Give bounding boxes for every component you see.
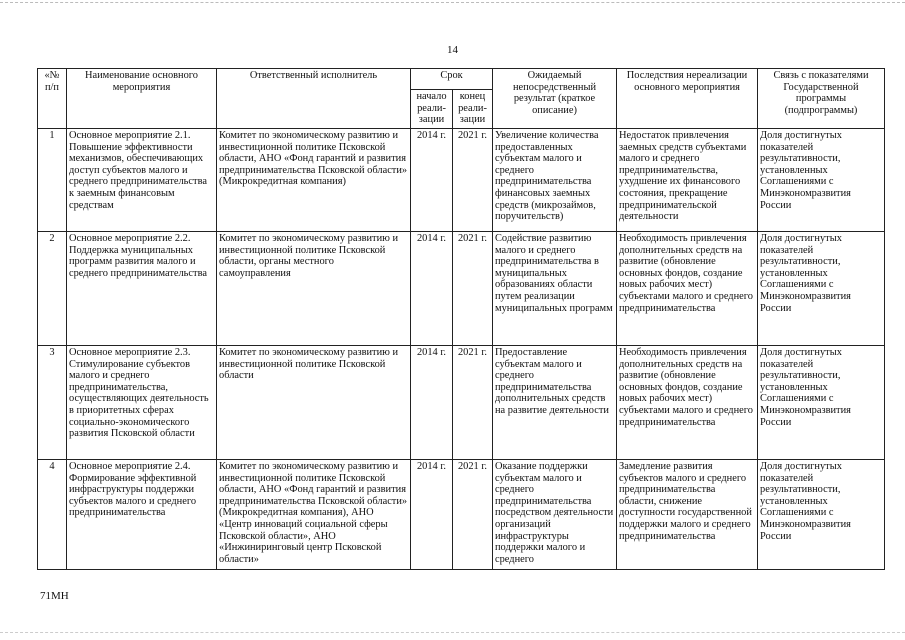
row-num: 4 — [38, 460, 67, 570]
row-start: 2014 г. — [411, 460, 453, 570]
header-link: Связь с показателями Государственной программы (подпрограммы) — [758, 69, 885, 129]
row-start: 2014 г. — [411, 346, 453, 460]
page-number: 14 — [447, 44, 458, 56]
row-end: 2021 г. — [453, 460, 493, 570]
row-start: 2014 г. — [411, 232, 453, 346]
row-link: Доля достигнутых показателей результативности, установленных Соглашениями с Минэкономразвития России — [758, 460, 885, 570]
header-num: «№ п/п — [38, 69, 67, 129]
row-num: 3 — [38, 346, 67, 460]
scan-edge-bottom — [0, 632, 905, 634]
table-header-row — [38, 69, 885, 90]
row-executor: Комитет по экономическому развитию и инвестиционной политике Псковской области, АНО «Фонд гарантий и развития предпринимательства Псковской области» (Микрокредитная компания) — [217, 129, 411, 232]
row-result: Содействие развитию малого и среднего предпринимательства в муниципальных образованиях области путем реализации муниципальных программ — [493, 232, 617, 346]
row-link: Доля достигнутых показателей результативности, установленных Соглашениями с Минэкономразвития России — [758, 232, 885, 346]
row-result: Предоставление субъектам малого и среднего предпринимательства дополнительных средств на развитие деятельности — [493, 346, 617, 460]
header-term: Срок — [411, 69, 493, 90]
header-consequences: Последствия нереализации основного мероприятия — [617, 69, 758, 129]
activities-table — [37, 68, 885, 570]
row-consequences: Необходимость привлечения дополнительных средств на развитие (обновление основных фондов, создание новых рабочих мест) субъектами малого и среднего предпринимательства — [617, 346, 758, 460]
row-start: 2014 г. — [411, 129, 453, 232]
row-num: 2 — [38, 232, 67, 346]
row-executor: Комитет по экономическому развитию и инвестиционной политике Псковской области — [217, 346, 411, 460]
row-name: Основное мероприятие 2.1. Повышение эффективности механизмов, обеспечивающих доступ субъектов малого и среднего предпринимательства к заемным финансовым средствам — [67, 129, 217, 232]
row-executor: Комитет по экономическому развитию и инвестиционной политике Псковской области, АНО «Фонд гарантий и развития предпринимательства Псковской области» (Микрокредитная компания), АНО «Центр инноваций социальной сферы Псковской области», АНО «Инжиниринговый центр Псковской области» — [217, 460, 411, 570]
row-end: 2021 г. — [453, 346, 493, 460]
header-term-end: конец реали-зации — [453, 90, 493, 129]
row-consequences: Замедление развития субъектов малого и среднего предпринимательства области, снижение доступности государственной поддержки малого и среднего предпринимательства — [617, 460, 758, 570]
scan-edge-top — [0, 2, 905, 4]
table-row — [38, 232, 885, 346]
row-end: 2021 г. — [453, 232, 493, 346]
header-term-start: начало реали-зации — [411, 90, 453, 129]
row-result: Увеличение количества предоставленных субъектам малого и среднего предпринимательства финансовых заемных средств (микрозаймов, поручительств) — [493, 129, 617, 232]
footer-code: 71МН — [40, 590, 69, 602]
row-executor: Комитет по экономическому развитию и инвестиционной политике Псковской области, органы местного самоуправления — [217, 232, 411, 346]
row-name: Основное мероприятие 2.4. Формирование эффективной инфраструктуры поддержки субъектов малого и среднего предпринимательства — [67, 460, 217, 570]
row-name: Основное мероприятие 2.2. Поддержка муниципальных программ развития малого и среднего предпринимательства — [67, 232, 217, 346]
table-row — [38, 346, 885, 460]
header-executor: Ответственный исполнитель — [217, 69, 411, 129]
row-link: Доля достигнутых показателей результативности, установленных Соглашениями с Минэкономразвития России — [758, 129, 885, 232]
header-result: Ожидаемый непосредственный результат (краткое описание) — [493, 69, 617, 129]
table-row — [38, 129, 885, 232]
row-consequences: Недостаток привлечения заемных средств субъектами малого и среднего предпринимательства, ухудшение их финансового состояния, прекращение предпринимательской деятельности — [617, 129, 758, 232]
row-name: Основное мероприятие 2.3. Стимулирование субъектов малого и среднего предпринимательства, осуществляющих деятельность в приоритетных сферах социально-экономического развития Псковской области — [67, 346, 217, 460]
row-consequences: Необходимость привлечения дополнительных средств на развитие (обновление основных фондов, создание новых рабочих мест) субъектами малого и среднего предпринимательства — [617, 232, 758, 346]
row-end: 2021 г. — [453, 129, 493, 232]
header-name: Наименование основного мероприятия — [67, 69, 217, 129]
row-result: Оказание поддержки субъектам малого и среднего предпринимательства посредством деятельности организаций инфраструктуры поддержки малого и среднего — [493, 460, 617, 570]
row-link: Доля достигнутых показателей результативности, установленных Соглашениями с Минэкономразвития России — [758, 346, 885, 460]
table-row — [38, 460, 885, 570]
row-num: 1 — [38, 129, 67, 232]
